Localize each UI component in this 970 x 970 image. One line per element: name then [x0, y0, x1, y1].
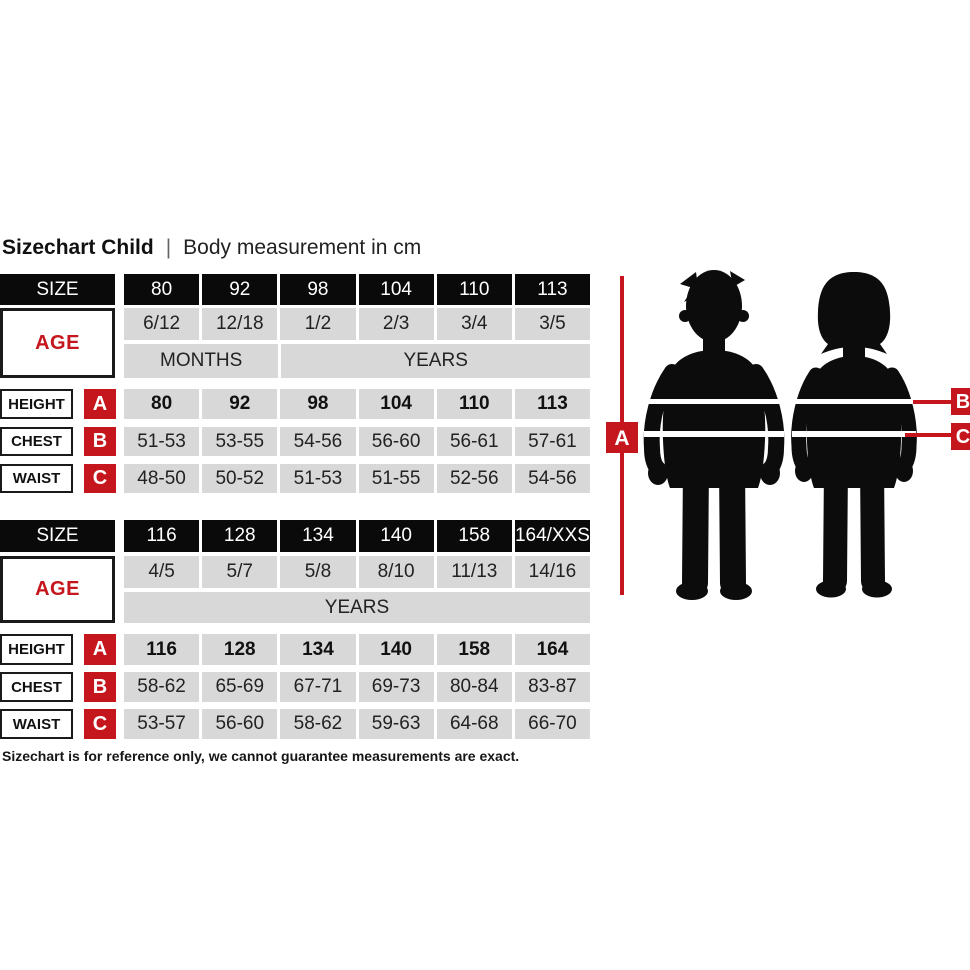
title-subtitle: Body measurement in cm	[183, 236, 422, 259]
age-value-cell: 5/7	[202, 556, 277, 588]
table1-age-row	[0, 308, 590, 378]
chest-value-cell: 56-61	[437, 427, 512, 456]
height-value-cell: 92	[202, 389, 277, 419]
age-value-cell: 4/5	[124, 556, 199, 588]
size-value-cell: 164/XXS	[515, 520, 590, 552]
marker-a-cell: A	[84, 389, 116, 419]
chest-label-cell: CHEST	[0, 427, 73, 456]
height-value-cell: 158	[437, 634, 512, 665]
size-value-cell: 110	[437, 274, 512, 305]
waist-value-cell: 66-70	[515, 709, 590, 739]
marker-c-cell: C	[84, 464, 116, 493]
chest-value-cell: 57-61	[515, 427, 590, 456]
chest-label-cell: CHEST	[0, 672, 73, 702]
waist-value-cell: 64-68	[437, 709, 512, 739]
height-value-cell: 98	[280, 389, 355, 419]
age-value-cell: 1/2	[280, 308, 355, 340]
marker-c-letter: C	[955, 426, 970, 448]
marker-c-cell: C	[84, 709, 116, 739]
height-label-cell: HEIGHT	[0, 634, 73, 665]
size-value-cell: 116	[124, 520, 199, 552]
girl-waist-stripe	[792, 431, 916, 437]
height-value-cell: 134	[280, 634, 355, 665]
marker-a-cell: A	[84, 634, 116, 665]
girl-chest-stripe	[792, 399, 916, 404]
size-header-cell: SIZE	[0, 274, 115, 305]
height-value-cell: 104	[359, 389, 434, 419]
height-value-cell: 116	[124, 634, 199, 665]
waist-label-cell: WAIST	[0, 464, 73, 493]
disclaimer-text: Sizechart is for reference only, we cannot guarantee measurements are exact.	[2, 748, 520, 764]
table1-chest-row	[0, 427, 590, 456]
boy-chest-stripe	[644, 399, 784, 404]
age-value-cell: 14/16	[515, 556, 590, 588]
table1-height-row	[0, 389, 590, 419]
waist-value-cell: 56-60	[202, 709, 277, 739]
table2-chest-row	[0, 672, 590, 702]
table1-size-row	[0, 274, 590, 305]
table2-size-row	[0, 520, 590, 552]
height-value-cell: 128	[202, 634, 277, 665]
table2-waist-values	[124, 709, 590, 739]
age-value-cell: 8/10	[359, 556, 434, 588]
age-unit-years-cell: YEARS	[124, 592, 590, 623]
size-value-cell: 158	[437, 520, 512, 552]
waist-value-cell: 50-52	[202, 464, 277, 493]
age-value-cell: 5/8	[280, 556, 355, 588]
waist-value-cell: 52-56	[437, 464, 512, 493]
height-label-cell: HEIGHT	[0, 389, 73, 419]
table2-height-row	[0, 634, 590, 665]
chest-value-cell: 69-73	[359, 672, 434, 702]
table1-age-units	[124, 344, 590, 378]
body-measurement-diagram	[600, 260, 970, 630]
size-value-cell: 134	[280, 520, 355, 552]
size-value-cell: 113	[515, 274, 590, 305]
age-value-cell: 2/3	[359, 308, 434, 340]
table2-age-row	[0, 556, 590, 623]
table1-waist-row	[0, 464, 590, 493]
age-value-cell: 11/13	[437, 556, 512, 588]
title-separator: |	[165, 236, 172, 259]
table2-waist-row	[0, 709, 590, 739]
table1-height-values	[124, 389, 590, 419]
size-header-cell: SIZE	[0, 520, 115, 552]
height-value-cell: 110	[437, 389, 512, 419]
size-value-cell: 98	[280, 274, 355, 305]
age-header-cell: AGE	[0, 556, 115, 623]
size-value-cell: 140	[359, 520, 434, 552]
waist-value-cell: 51-55	[359, 464, 434, 493]
age-unit-months-cell: MONTHS	[124, 344, 278, 378]
table1-waist-values	[124, 464, 590, 493]
waist-value-cell: 59-63	[359, 709, 434, 739]
marker-b-letter: B	[955, 391, 970, 413]
waist-value-cell: 48-50	[124, 464, 199, 493]
table2-age-values	[124, 556, 590, 588]
height-value-cell: 113	[515, 389, 590, 419]
chest-value-cell: 83-87	[515, 672, 590, 702]
size-value-cell: 80	[124, 274, 199, 305]
waist-value-cell: 54-56	[515, 464, 590, 493]
table2-chest-values	[124, 672, 590, 702]
size-value-cell: 104	[359, 274, 434, 305]
age-value-cell: 3/4	[437, 308, 512, 340]
marker-b-cell: B	[84, 427, 116, 456]
chest-value-cell: 58-62	[124, 672, 199, 702]
waist-label-cell: WAIST	[0, 709, 73, 739]
chest-value-cell: 65-69	[202, 672, 277, 702]
chest-value-cell: 56-60	[359, 427, 434, 456]
age-value-cell: 6/12	[124, 308, 199, 340]
page-title	[2, 234, 421, 262]
table1-chest-values	[124, 427, 590, 456]
chest-value-cell: 53-55	[202, 427, 277, 456]
table1-age-values	[124, 308, 590, 340]
table2-height-values	[124, 634, 590, 665]
boy-waist-stripe	[644, 431, 784, 437]
marker-a-letter: A	[614, 427, 630, 450]
height-value-cell: 164	[515, 634, 590, 665]
size-value-cell: 128	[202, 520, 277, 552]
chest-value-cell: 67-71	[280, 672, 355, 702]
height-value-cell: 140	[359, 634, 434, 665]
size-value-cell: 92	[202, 274, 277, 305]
table1-size-values	[124, 274, 590, 305]
age-value-cell: 3/5	[515, 308, 590, 340]
waist-value-cell: 51-53	[280, 464, 355, 493]
waist-value-cell: 58-62	[280, 709, 355, 739]
title-main: Sizechart Child	[2, 236, 154, 259]
table2-age-units	[124, 592, 590, 623]
chest-value-cell: 80-84	[437, 672, 512, 702]
table2-size-values	[124, 520, 590, 552]
chest-value-cell: 54-56	[280, 427, 355, 456]
waist-value-cell: 53-57	[124, 709, 199, 739]
marker-b-cell: B	[84, 672, 116, 702]
age-header-cell: AGE	[0, 308, 115, 378]
age-unit-years-cell: YEARS	[281, 344, 590, 378]
chest-value-cell: 51-53	[124, 427, 199, 456]
age-value-cell: 12/18	[202, 308, 277, 340]
height-value-cell: 80	[124, 389, 199, 419]
